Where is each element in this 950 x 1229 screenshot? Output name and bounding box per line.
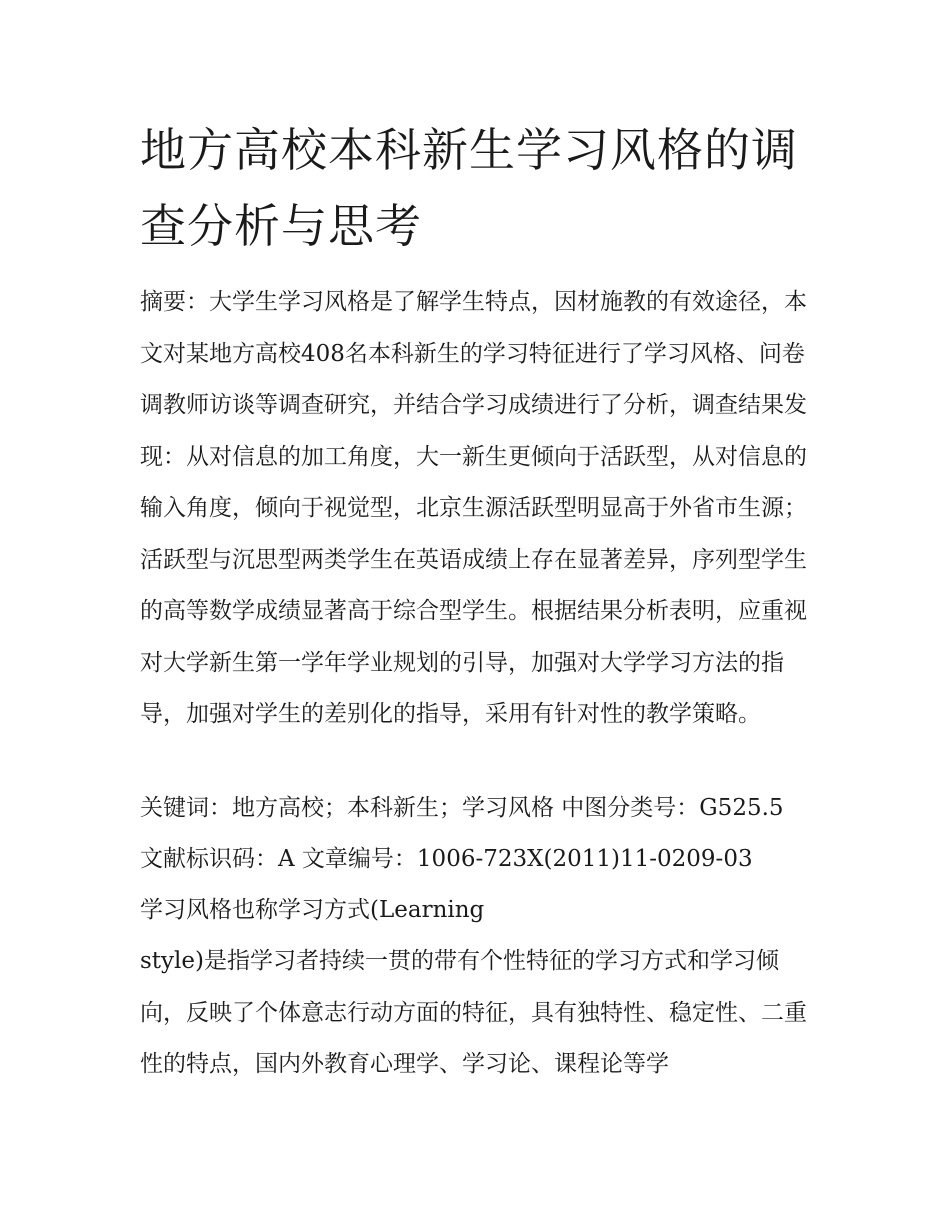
- intro-first-line: 学习风格也称学习方式(Learning: [140, 897, 485, 923]
- document-code-line: 文献标识码：A 文章编号：1006-723X(2011)11-0209-03: [140, 846, 753, 872]
- abstract-paragraph: 摘要：大学生学习风格是了解学生特点，因材施教的有效途径，本文对某地方高校408名本科新生的学习特征进行了学习风格、问卷调教师访谈等调查研究，并结合学习成绩进行了分析，调查结果发现：从对信息的加工角度，大一新生更倾向于活跃型，从对信息的输入角度，倾向于视觉型，北京生源活跃型明显高于外省市生源；活跃型与沉思型两类学生在英语成绩上存在显著差异，序列型学生的高等数学成绩显著高于综合型学生。根据结果分析表明，应重视对大学新生第一学年学业规划的引导，加强对大学学习方法的指导，加强对学生的差别化的指导，采用有针对性的教学策略。: [140, 289, 807, 727]
- keywords-line: 关键词：地方高校；本科新生；学习风格 中图分类号：G525.5: [140, 795, 784, 821]
- document-title: 地方高校本科新生学习风格的调查分析与思考: [140, 123, 798, 253]
- intro-paragraph: style)是指学习者持续一贯的带有个性特征的学习方式和学习倾向，反映了个体意志行动方面的特征，具有独特性、稳定性、二重性的特点，国内外教育心理学、学习论、课程论等学: [140, 948, 807, 1077]
